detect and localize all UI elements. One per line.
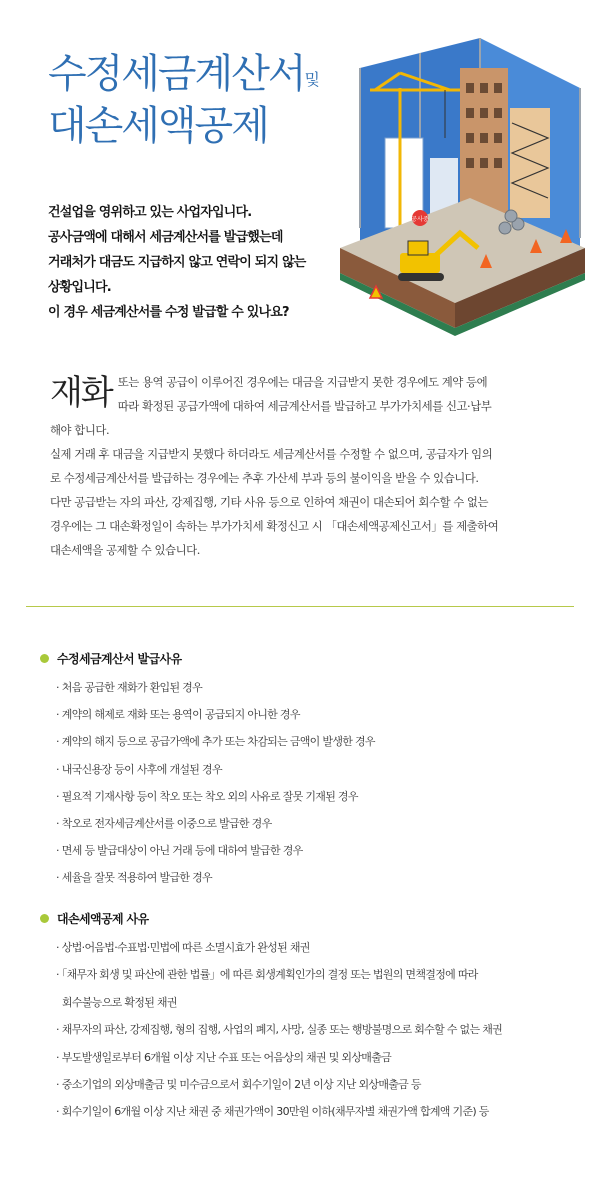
list-item: · 부도발생일로부터 6개월 이상 지난 수표 또는 어음상의 채권 및 외상매출금 [56,1050,392,1064]
list-item: · 「채무자 회생 및 파산에 관한 법률」에 따른 회생계획인가의 결정 또는 법원의 면책결정에 따라 [56,968,478,982]
title-conjunction: 및 [304,70,320,89]
section-title: 수정세금계산서 발급사유 [57,651,182,666]
list-item: · 계약의 해제로 재화 또는 용역이 공급되지 아니한 경우 [56,708,300,722]
answer-line: 해야 합니다. [50,423,110,437]
question-line: 건설업을 영위하고 있는 사업자입니다. [48,205,252,220]
title-main: 수정세금계산서 [48,51,305,97]
list-item: · 내국신용장 등이 사후에 개설된 경우 [56,762,222,776]
section-title: 대손세액공제 사유 [57,911,149,926]
revision-reasons-section [40,648,580,892]
question-block [48,200,348,325]
sign-label: 공사중 [411,216,429,223]
bullet-dot-icon [40,654,49,663]
list-item: · 면세 등 발급대상이 아닌 거래 등에 대하여 발급한 경우 [56,844,303,858]
answer-line: 경우에는 그 대손확정일이 속하는 부가가치세 확정신고 시 「대손세액공제신고서」를 제출하여 [50,519,499,533]
list-item: · 계약의 해지 등으로 공급가액에 추가 또는 차감되는 금액이 발생한 경우 [56,735,375,749]
page-title [48,48,320,152]
title-second-line: 대손세액공제 [48,103,268,149]
question-line: 이 경우 세금계산서를 수정 발급할 수 있나요? [48,305,289,320]
list-item: · 채무자의 파산, 강제집행, 형의 집행, 사업의 폐지, 사망, 실종 또는 행방불명으로 회수할 수 없는 채권 [56,1023,503,1037]
answer-line: 로 수정세금계산서를 발급하는 경우에는 추후 가산세 부과 등의 불이익을 받을 수 있습니다. [50,471,479,485]
answer-line: 대손세액을 공제할 수 있습니다. [50,543,200,557]
question-line: 거래처가 대금도 지급하지 않고 연락이 되지 않는 [48,255,306,270]
answer-lead-word: 재화 [50,373,112,413]
answer-line: 또는 용역 공급이 이루어진 경우에는 대금을 지급받지 못한 경우에도 계약 등에 [117,375,488,389]
list-item: · 중소기업의 외상매출금 및 미수금으로서 회수기일이 2년 이상 지난 외상매출금 등 [56,1078,421,1092]
list-item: · 회수기일이 6개월 이상 지난 채권 중 채권가액이 30만원 이하(채무자별 채권가액 합계액 기준) 등 [56,1105,489,1119]
list-item: · 처음 공급한 재화가 환입된 경우 [56,681,203,694]
list-item: · 필요적 기재사항 등이 착오 또는 착오 외의 사유로 잘못 기재된 경우 [56,789,358,803]
construction-site-illustration [330,28,590,348]
bad-debt-reasons-section [40,908,580,1126]
question-line: 상황입니다. [48,280,111,295]
section-divider [26,606,574,607]
answer-line: 따라 확정된 공급가액에 대하여 세금계산서를 발급하고 부가가치세를 신고·납부 [117,399,492,413]
answer-block [50,370,550,562]
answer-line: 다만 공급받는 자의 파산, 강제집행, 기타 사유 등으로 인하여 채권이 대손되어 회수할 수 없는 [50,495,489,509]
bullet-dot-icon [40,914,49,923]
list-item: · 착오로 전자세금계산서를 이중으로 발급한 경우 [56,817,272,831]
list-item: · 세율을 잘못 적용하여 발급한 경우 [56,871,212,885]
list-item: · 상법·어음법·수표법·민법에 따른 소멸시효가 완성된 채권 [56,941,310,954]
list-item-continuation: 회수불능으로 확정된 채권 [62,995,177,1009]
question-line: 공사금액에 대해서 세금계산서를 발급했는데 [48,230,283,245]
answer-line: 실제 거래 후 대금을 지급받지 못했다 하더라도 세금계산서를 수정할 수 없으며, 공급자가 임의 [50,447,493,461]
